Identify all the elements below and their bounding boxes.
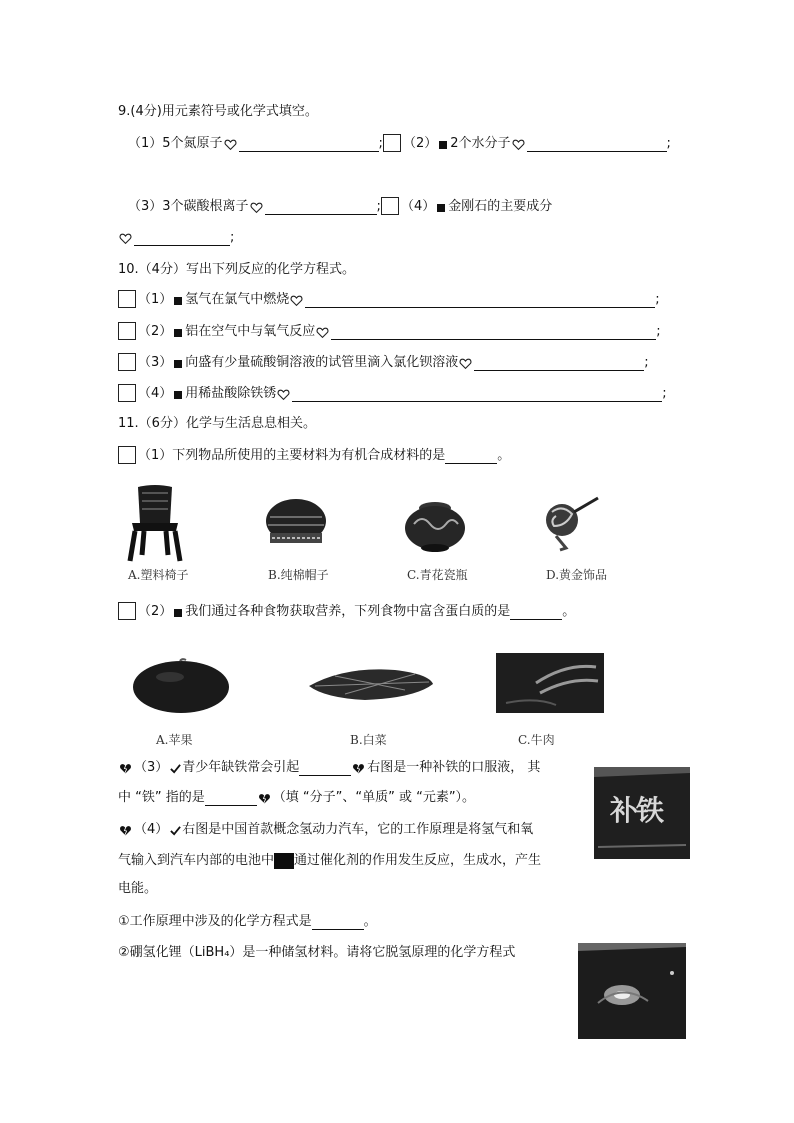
checkmark-icon — [170, 763, 181, 774]
square-bullet-icon — [174, 391, 182, 399]
answer-blank[interactable] — [331, 325, 656, 340]
q11-part4-line1: （4） 右图是中国首款概念氢动力汽车，它的工作原理是将氢气和氧 — [118, 822, 533, 838]
answer-blank[interactable] — [305, 293, 655, 308]
q11-part2: （2） 我们通过各种食物获取营养，下列食物中富含蛋白质的是 。 — [118, 602, 575, 620]
q11-sub1: ①工作原理中涉及的化学方程式是 。 — [118, 914, 377, 929]
broken-heart-icon — [352, 762, 365, 775]
answer-blank[interactable] — [292, 387, 662, 402]
checkbox[interactable] — [381, 197, 399, 215]
q11-part3-line2: 中 “铁” 指的是 （填 “分子”、“单质” 或 “元素”）。 — [118, 790, 476, 805]
gold-jewelry-image — [538, 490, 604, 554]
q11-part3-line1: （3） 青少年缺铁常会引起 右图是一种补铁的口服液， 其 — [118, 760, 540, 776]
answer-blank[interactable] — [239, 137, 379, 152]
answer-blank[interactable] — [474, 356, 644, 371]
food-option-b-caption: B.白菜 — [350, 733, 387, 747]
cabbage-image — [305, 664, 435, 704]
q11-part4-line3: 电能。 — [118, 881, 158, 896]
heart-outline-icon — [250, 201, 263, 214]
square-bullet-icon — [174, 329, 182, 337]
answer-blank[interactable] — [205, 791, 257, 806]
q9-part3-line: （3）3个碳酸根离子 ; （4） 金刚石的主要成分 — [128, 199, 553, 214]
option-b-caption: B.纯棉帽子 — [268, 568, 329, 582]
q11-sub2: ②硼氢化锂（LiBH₄）是一种储氢材料。请将它脱氢原理的化学方程式 — [118, 945, 516, 960]
q11-title: 11.（6分）化学与生活息息相关。 — [118, 416, 316, 431]
checkbox[interactable] — [383, 134, 401, 152]
square-bullet-icon — [439, 141, 447, 149]
checkmark-icon — [170, 825, 181, 836]
heart-outline-icon — [459, 357, 472, 370]
broken-heart-icon — [258, 792, 271, 805]
q10-item2: （2） 铝在空气中与氧气反应 ; — [118, 322, 661, 340]
answer-blank[interactable] — [134, 231, 230, 246]
checkbox[interactable] — [118, 384, 136, 402]
heart-outline-icon — [277, 388, 290, 401]
answer-blank[interactable] — [510, 605, 562, 620]
heart-outline-icon — [316, 326, 329, 339]
food-option-c-caption: C.牛肉 — [518, 733, 555, 747]
answer-blank[interactable] — [265, 200, 377, 215]
beef-image — [496, 653, 604, 713]
q10-item4: （4） 用稀盐酸除铁锈 ; — [118, 384, 667, 402]
answer-blank[interactable] — [527, 137, 667, 152]
q10-item1: （1） 氢气在氯气中燃烧 ; — [118, 290, 660, 308]
checkbox[interactable] — [118, 353, 136, 371]
heart-outline-icon — [290, 294, 303, 307]
answer-blank[interactable] — [445, 449, 497, 464]
q9-title: 9.(4分)用元素符号或化学式填空。 — [118, 104, 318, 119]
heart-outline-icon — [512, 138, 525, 151]
option-c-caption: C.青花瓷瓶 — [407, 568, 468, 582]
option-d-caption: D.黄金饰品 — [546, 568, 608, 582]
hydrogen-car-image — [578, 943, 686, 1039]
q11-part1: （1）下列物品所使用的主要材料为有机合成材料的是 。 — [118, 446, 510, 464]
q10-item3: （3） 向盛有少量硫酸铜溶液的试管里滴入氯化钡溶液 ; — [118, 353, 649, 371]
redaction-block — [274, 853, 294, 869]
square-bullet-icon — [437, 204, 445, 212]
iron-supplement-box-image — [594, 767, 690, 859]
plastic-chair-image — [124, 483, 186, 563]
broken-heart-icon — [119, 824, 132, 837]
answer-blank[interactable] — [299, 761, 351, 776]
checkbox[interactable] — [118, 290, 136, 308]
option-a-caption: A.塑料椅子 — [128, 568, 189, 582]
apple-image — [130, 655, 232, 715]
answer-blank[interactable] — [312, 915, 364, 930]
checkbox[interactable] — [118, 322, 136, 340]
square-bullet-icon — [174, 297, 182, 305]
heart-outline-icon — [224, 138, 237, 151]
broken-heart-icon — [119, 762, 132, 775]
box-label: 补铁 — [610, 794, 663, 827]
q11-part4-line2: 气输入到汽车内部的电池中 通过催化剂的作用发生反应，生成水，产生 — [118, 853, 542, 868]
q9-part1-line: （1）5个氮原子 ; （2） 2个水分子 ; — [128, 136, 671, 151]
square-bullet-icon — [174, 609, 182, 617]
checkbox[interactable] — [118, 446, 136, 464]
heart-outline-icon — [119, 232, 132, 245]
square-bullet-icon — [174, 360, 182, 368]
q10-title: 10.（4分）写出下列反应的化学方程式。 — [118, 262, 355, 277]
porcelain-vase-image — [402, 496, 468, 554]
checkbox[interactable] — [118, 602, 136, 620]
food-option-a-caption: A.苹果 — [156, 733, 193, 747]
cotton-hat-image — [262, 495, 330, 551]
q9-part4-answer: ; — [118, 230, 234, 246]
